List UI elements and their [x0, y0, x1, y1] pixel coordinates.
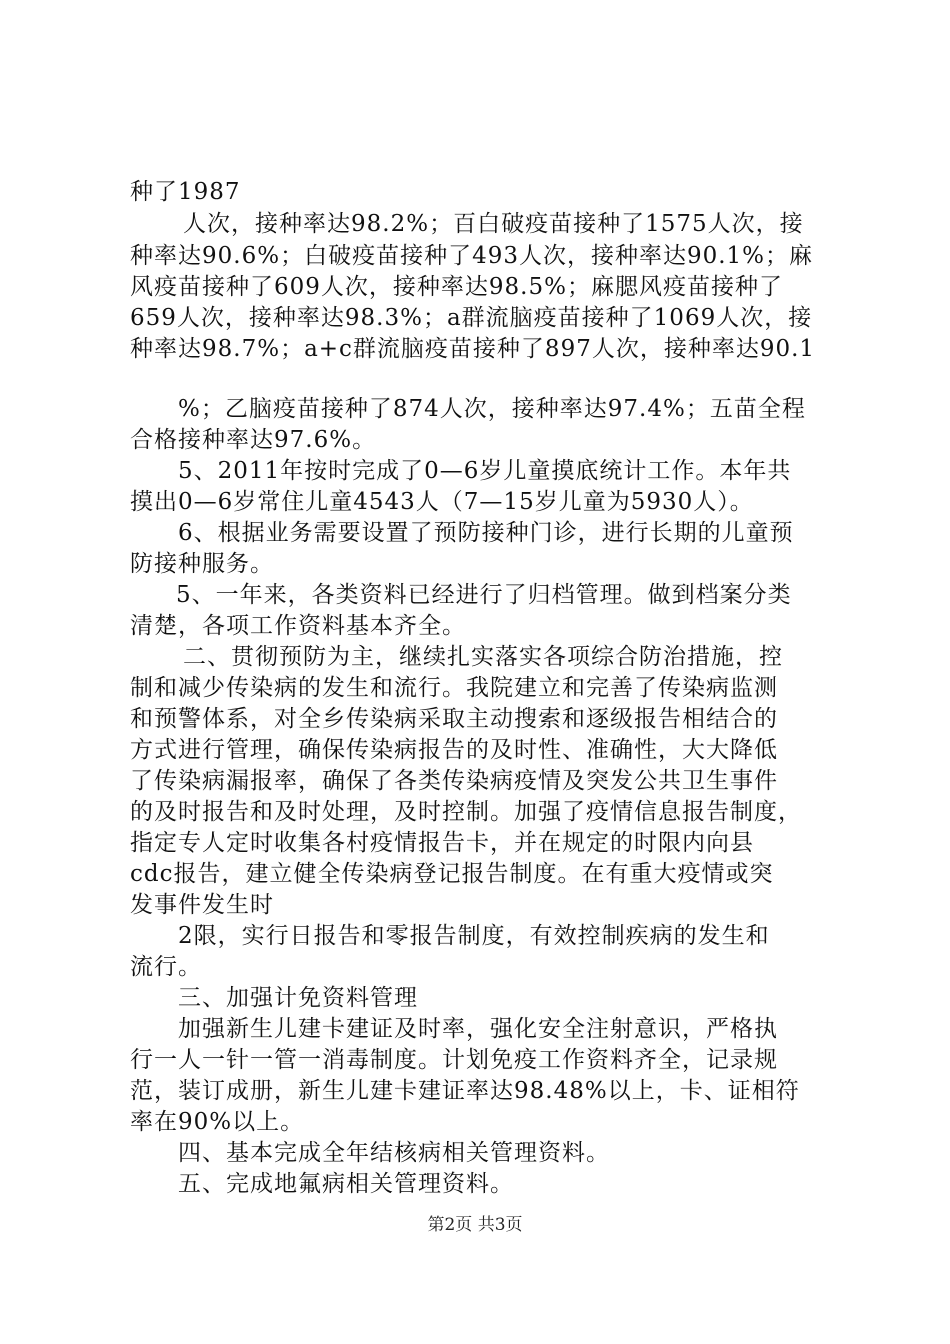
section-heading: 四、基本完成全年结核病相关管理资料。: [178, 1140, 610, 1166]
text-line: 范，装订成册，新生儿建卡建证率达98.48%以上，卡、证相符: [130, 1078, 800, 1104]
text-line: 人次，接种率达98.2%；百白破疫苗接种了1575人次，接: [183, 211, 804, 237]
text-line: 2限，实行日报告和零报告制度，有效控制疾病的发生和: [178, 923, 770, 949]
text-line: 率在90%以上。: [130, 1109, 305, 1135]
text-line: 的及时报告和及时处理，及时控制。加强了疫情信息报告制度，: [130, 799, 802, 825]
section-heading: 五、完成地氟病相关管理资料。: [178, 1171, 514, 1197]
text-line: 5、一年来，各类资料已经进行了归档管理。做到档案分类: [176, 582, 792, 608]
text-line: cdc报告，建立健全传染病登记报告制度。在有重大疫情或突: [130, 861, 774, 887]
text-line: 659人次，接种率达98.3%；a群流脑疫苗接种了1069人次，接: [130, 305, 813, 331]
text-line: 了传染病漏报率，确保了各类传染病疫情及突发公共卫生事件: [130, 768, 778, 794]
page-number: 第2页 共3页: [427, 1215, 523, 1235]
text-line: 6、根据业务需要设置了预防接种门诊，进行长期的儿童预: [178, 520, 794, 546]
text-line: 清楚，各项工作资料基本齐全。: [130, 613, 466, 639]
text-line: %；乙脑疫苗接种了874人次，接种率达97.4%；五苗全程: [178, 396, 806, 422]
text-line: 种率达90.6%；白破疫苗接种了493人次，接种率达90.1%；麻: [130, 243, 814, 269]
text-line: 合格接种率达97.6%。: [130, 427, 377, 453]
section-heading: 三、加强计免资料管理: [178, 985, 418, 1011]
text-line: 方式进行管理，确保传染病报告的及时性、准确性，大大降低: [130, 737, 778, 763]
text-line: 防接种服务。: [130, 551, 274, 577]
text-line: 种率达98.7%；a+c群流脑疫苗接种了897人次，接种率达90.1: [130, 336, 816, 362]
text-line: 5、2011年按时完成了0—6岁儿童摸底统计工作。本年共: [178, 458, 792, 484]
text-line: 制和减少传染病的发生和流行。我院建立和完善了传染病监测: [130, 675, 778, 701]
text-line: 二、贯彻预防为主，继续扎实落实各项综合防治措施，控: [183, 644, 783, 670]
text-line: 行一人一针一管一消毒制度。计划免疫工作资料齐全，记录规: [130, 1047, 778, 1073]
text-line: 和预警体系，对全乡传染病采取主动搜索和逐级报告相结合的: [130, 706, 778, 732]
text-line: 流行。: [130, 954, 202, 980]
text-line: 种了1987: [130, 179, 241, 205]
text-line: 风疫苗接种了609人次，接种率达98.5%；麻腮风疫苗接种了: [130, 274, 783, 300]
text-line: 发事件发生时: [130, 892, 274, 918]
text-line: 加强新生儿建卡建证及时率，强化安全注射意识，严格执: [178, 1016, 778, 1042]
text-line: 指定专人定时收集各村疫情报告卡，并在规定的时限内向县: [130, 830, 754, 856]
text-line: 摸出0—6岁常住儿童4543人（7—15岁儿童为5930人）。: [130, 489, 754, 515]
